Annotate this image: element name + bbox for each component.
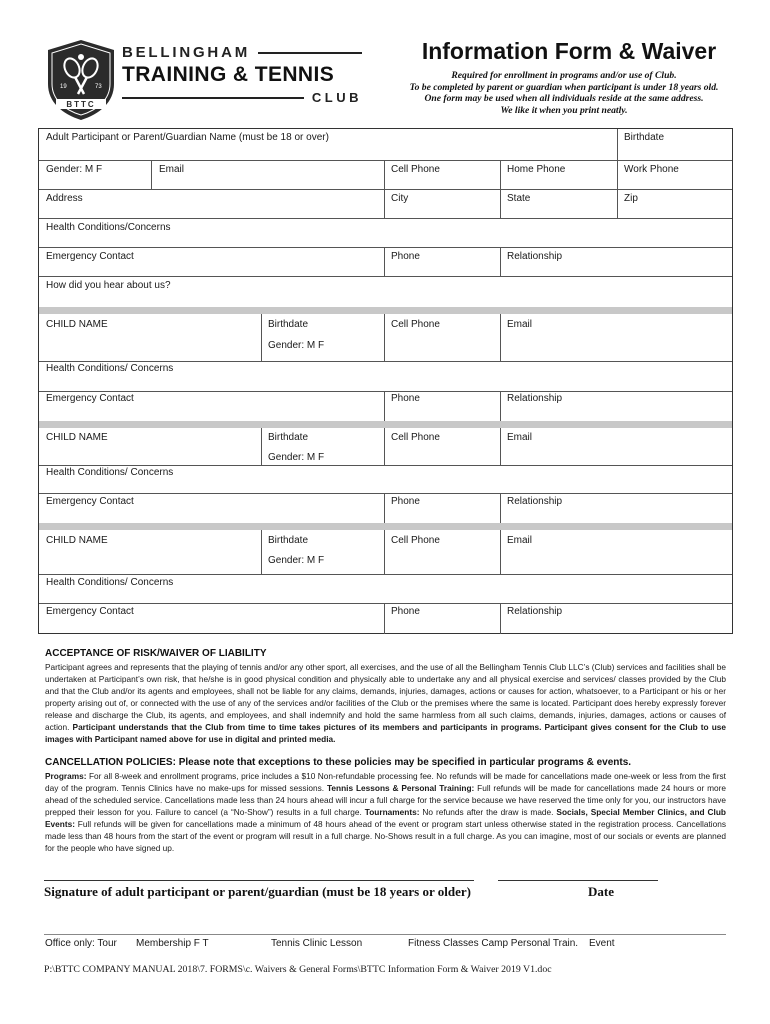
state-field[interactable]: State <box>507 193 531 204</box>
adult-name-field[interactable]: Adult Participant or Parent/Guardian Name (must be 18 or over) <box>46 132 329 143</box>
row-divider <box>39 493 732 494</box>
column-divider <box>617 129 618 160</box>
child-3-name-field[interactable]: CHILD NAME <box>46 535 108 546</box>
signature-label: Signature of adult participant or parent/guardian (must be 18 years or older) <box>44 884 471 899</box>
child-1-name-field[interactable]: CHILD NAME <box>46 319 108 330</box>
child-1-email-field[interactable]: Email <box>507 319 533 330</box>
column-divider <box>384 530 385 574</box>
child-2-health-field[interactable]: Health Conditions/ Concerns <box>46 467 174 478</box>
column-divider <box>384 160 385 218</box>
adult-emergency-contact-field[interactable]: Emergency Contact <box>46 251 134 262</box>
document-path: P:\BTTC COMPANY MANUAL 2018\7. FORMS\c. Waivers & General Forms\BTTC Information Form & Waiver 2019 V1.doc <box>44 964 552 975</box>
club-logo <box>44 38 118 122</box>
city-field[interactable]: City <box>391 193 409 204</box>
cancellation-text <box>45 770 726 854</box>
brand-top-text: BELLINGHAM <box>122 44 250 61</box>
column-divider <box>384 391 385 421</box>
registration-form <box>38 128 733 634</box>
lessons-text: Full refunds will be made for cancellations made 24 hours or more ahead of the scheduled service. Cancellations made less than 24 hours ahead will incur a full charge for the service because we have reserved the time only for you, our instructors have prepped their lesson for you. Failure to cancel (a “No-Show”) results in a full charge. <box>45 783 726 817</box>
column-divider <box>500 314 501 361</box>
subtitle-line: Required for enrollment in programs and/or use of Club. <box>451 70 677 81</box>
form-title: Information Form & Waiver <box>421 38 717 64</box>
waiver-photo-consent: Participant understands that the Club from time to time takes pictures of its members and participants in programs. Participant gives consent for the Club to use images with Participant named above for use in digital and printed media. <box>45 722 726 744</box>
row-divider <box>39 218 732 219</box>
child-3-gender-field[interactable]: Gender: M F <box>268 555 325 566</box>
office-event: Event <box>589 938 615 949</box>
programs-label: Programs: <box>45 771 87 781</box>
adult-emergency-relationship-field[interactable]: Relationship <box>507 251 563 262</box>
child-1-health-field[interactable]: Health Conditions/ Concerns <box>46 363 174 374</box>
column-divider <box>151 160 152 189</box>
column-divider <box>384 493 385 523</box>
child-1-cell-phone-field[interactable]: Cell Phone <box>391 319 440 330</box>
adult-email-field[interactable]: Email <box>159 164 185 175</box>
row-divider <box>39 603 732 604</box>
adult-health-field[interactable]: Health Conditions/Concerns <box>46 222 171 233</box>
column-divider <box>384 428 385 465</box>
child-2-emergency-relationship-field[interactable]: Relationship <box>507 496 563 507</box>
adult-work-phone-field[interactable]: Work Phone <box>624 164 679 175</box>
row-divider <box>39 247 732 248</box>
row-divider <box>39 391 732 392</box>
child-2-emergency-phone-field[interactable]: Phone <box>391 496 420 507</box>
column-divider <box>500 428 501 465</box>
column-divider <box>500 493 501 523</box>
row-divider <box>39 465 732 466</box>
child-3-birthdate-field[interactable]: Birthdate <box>268 535 309 546</box>
date-line[interactable] <box>498 880 658 881</box>
column-divider <box>384 314 385 361</box>
child-2-name-field[interactable]: CHILD NAME <box>46 432 108 443</box>
adult-emergency-phone-field[interactable]: Phone <box>391 251 420 262</box>
child-3-cell-phone-field[interactable]: Cell Phone <box>391 535 440 546</box>
waiver-body: Participant agrees and represents that the playing of tennis and/or any other sport, all exercises, and the use of all the Bellingham Tennis Club LLC’s (Club) services and facilities shall be undertaken at Participant’s own risk, that he/she is in good physical condition and physically able to undertake any and all physical exercise and services/ classes provided by the Club and that the Club and/or its agents and employees, shall not be liable for any claims, demands, injuries, damages, actions or causes for action, whatsoever, to a Participant or his or her property arising out of, or connected with the use of any of the services and/or facilities of the Club or the premises where the same is located. Participant does hereby expressly forever release and discharge the Club, its agents, and employees, and shall indemnify and hold the same harmless from all such claims, demands, injuries, damages, actions or causes of action. <box>45 662 726 732</box>
address-field[interactable]: Address <box>46 193 83 204</box>
row-divider <box>39 574 732 575</box>
adult-birthdate-field[interactable]: Birthdate <box>624 132 665 143</box>
adult-home-phone-field[interactable]: Home Phone <box>507 164 566 175</box>
child-1-emergency-relationship-field[interactable]: Relationship <box>507 393 563 404</box>
section-band <box>39 307 732 314</box>
child-3-emergency-relationship-field[interactable]: Relationship <box>507 606 563 617</box>
child-2-birthdate-field[interactable]: Birthdate <box>268 432 309 443</box>
child-3-emergency-contact-field[interactable]: Emergency Contact <box>46 606 134 617</box>
adult-cell-phone-field[interactable]: Cell Phone <box>391 164 440 175</box>
row-divider <box>39 160 732 161</box>
socials-text: Full refunds will be given for cancellations made a minimum of 48 hours ahead of the event or program start unless otherwise stated in the registration process. Cancellations made less than 48 hours from the start of the event or program will result in a full charge. No-Shows result in a full charge. As you can imagine, most of our socials or events are planned for the people who have signed up. <box>45 819 726 853</box>
child-1-emergency-contact-field[interactable]: Emergency Contact <box>46 393 134 404</box>
office-only-tour: Office only: Tour <box>45 938 117 949</box>
signature-line[interactable] <box>44 880 474 881</box>
brand-rule <box>258 52 362 54</box>
tournaments-text: No refunds after the draw is made. <box>419 807 557 817</box>
office-membership: Membership F T <box>136 938 209 949</box>
form-subtitle <box>394 70 734 116</box>
child-2-gender-field[interactable]: Gender: M F <box>268 452 325 463</box>
programs-text: For all 8-week and enrollment programs, price includes a $10 Non-refundable processing fee. No refunds will be made for cancellations made one-week or less from the first day of the program. Tennis Clinics have no make-ups for missed sessions. <box>45 771 726 793</box>
row-divider <box>39 276 732 277</box>
office-clinic-lesson: Tennis Clinic Lesson <box>271 938 363 949</box>
column-divider <box>500 530 501 574</box>
logo-monogram: BTTC <box>66 100 96 109</box>
brand-bottom-text: CLUB <box>311 90 362 105</box>
referral-source-field[interactable]: How did you hear about us? <box>46 280 171 291</box>
subtitle-line: One form may be used when all individuals reside at the same address. <box>424 93 704 105</box>
column-divider <box>261 530 262 574</box>
brand-rule <box>122 97 304 99</box>
socials-label: Socials, Special Member Clinics, and Club Events: <box>45 807 726 829</box>
column-divider <box>384 603 385 634</box>
row-divider <box>39 361 732 362</box>
logo-year-left: 19 <box>60 84 67 90</box>
section-band <box>39 421 732 428</box>
subtitle-line: We like it when you print neatly. <box>500 104 628 116</box>
date-label: Date <box>588 884 614 899</box>
column-divider <box>261 314 262 361</box>
cancellation-heading: CANCELLATION POLICIES: Please note that exceptions to these policies may be specified in particular programs & events. <box>45 757 632 768</box>
subtitle-line: To be completed by parent or guardian when participant is under 18 years old. <box>409 81 719 93</box>
child-2-emergency-contact-field[interactable]: Emergency Contact <box>46 496 134 507</box>
child-3-emergency-phone-field[interactable]: Phone <box>391 606 420 617</box>
column-divider <box>261 428 262 465</box>
child-1-emergency-phone-field[interactable]: Phone <box>391 393 420 404</box>
waiver-heading: ACCEPTANCE OF RISK/WAIVER OF LIABILITY <box>45 648 267 659</box>
child-3-email-field[interactable]: Email <box>507 535 533 546</box>
office-classes: Fitness Classes Camp Personal Train. <box>408 938 579 949</box>
child-3-health-field[interactable]: Health Conditions/ Concerns <box>46 577 174 588</box>
adult-gender-field[interactable]: Gender: M F <box>46 164 103 175</box>
column-divider <box>500 160 501 218</box>
column-divider <box>617 160 618 218</box>
lessons-label: Tennis Lessons & Personal Training: <box>326 783 475 793</box>
office-divider <box>44 934 726 935</box>
logo-year-right: 73 <box>95 84 102 90</box>
tournaments-label: Tournaments: <box>364 807 420 817</box>
child-2-email-field[interactable]: Email <box>507 432 533 443</box>
club-brand <box>122 44 362 105</box>
section-band <box>39 523 732 530</box>
column-divider <box>500 391 501 421</box>
column-divider <box>384 247 385 276</box>
column-divider <box>500 603 501 634</box>
waiver-text <box>45 661 726 745</box>
column-divider <box>500 247 501 276</box>
zip-field[interactable]: Zip <box>624 193 638 204</box>
child-1-birthdate-field[interactable]: Birthdate <box>268 319 309 330</box>
child-2-cell-phone-field[interactable]: Cell Phone <box>391 432 440 443</box>
brand-main-text: TRAINING & TENNIS <box>122 63 335 86</box>
child-1-gender-field[interactable]: Gender: M F <box>268 340 325 351</box>
row-divider <box>39 189 732 190</box>
